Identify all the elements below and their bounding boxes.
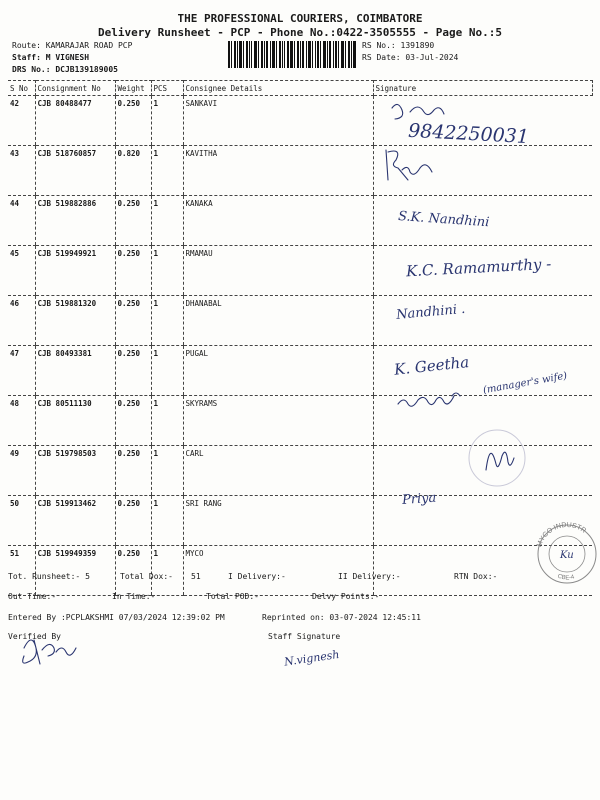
cell-signature <box>373 446 592 496</box>
cell-sno: 50 <box>8 496 35 546</box>
svg-text:S.K. Nandhini: S.K. Nandhini <box>397 208 490 231</box>
cell-sno: 42 <box>8 96 35 146</box>
svg-text:(manager's wife): (manager's wife) <box>482 370 569 397</box>
route-label: Route: KAMARAJAR ROAD PCP <box>12 41 133 50</box>
cell-pcs: 1 <box>151 296 183 346</box>
cell-sno: 45 <box>8 246 35 296</box>
svg-text:K.C. Ramamurthy -: K.C. Ramamurthy - <box>405 254 552 281</box>
cell-consignment: CJB 518760857 <box>35 146 115 196</box>
delvy-points: Delvy Points:- <box>312 592 380 601</box>
cell-consignee: CARL <box>183 446 373 496</box>
staff-label: Staff: M VIGNESH <box>12 53 90 62</box>
cell-sno: 48 <box>8 396 35 446</box>
cell-weight: 0.250 <box>115 396 151 446</box>
cell-pcs: 1 <box>151 246 183 296</box>
runsheet-table <box>8 80 593 596</box>
col-header-consignee: Consignee Details <box>183 81 373 96</box>
cell-consignee: SANKAVI <box>183 96 373 146</box>
staff-signature-label: Staff Signature <box>268 632 341 641</box>
cell-consignment: CJB 519798503 <box>35 446 115 496</box>
runsheet-subtitle: Delivery Runsheet - PCP - Phone No.:0422-3505555 - Page No.:5 <box>98 26 502 39</box>
cell-pcs: 1 <box>151 196 183 246</box>
cell-consignee: KAVITHA <box>183 146 373 196</box>
cell-sno: 47 <box>8 346 35 396</box>
cell-signature <box>373 246 592 296</box>
cell-consignment: CJB 80493381 <box>35 346 115 396</box>
table-row <box>8 546 592 596</box>
company-stamp <box>530 520 600 584</box>
cell-weight: 0.820 <box>115 146 151 196</box>
cell-consignee: MYCO <box>183 546 373 596</box>
entered-by: Entered By :PCPLAKSHMI 07/03/2024 12:39:02 PM <box>8 613 225 622</box>
ii-delivery: II Delivery:- <box>338 572 401 581</box>
cell-sno: 43 <box>8 146 35 196</box>
cell-consignee: RMAMAU <box>183 246 373 296</box>
cell-signature <box>373 196 592 246</box>
cell-pcs: 1 <box>151 96 183 146</box>
table-row <box>8 296 592 346</box>
svg-text:CBE-4: CBE-4 <box>556 573 576 582</box>
rs-date: RS Date: 03-Jul-2024 <box>362 53 459 62</box>
cell-sno: 49 <box>8 446 35 496</box>
table-row <box>8 346 592 396</box>
table-row <box>8 496 592 546</box>
cell-weight: 0.250 <box>115 446 151 496</box>
cell-pcs: 1 <box>151 496 183 546</box>
cell-signature <box>373 146 592 196</box>
cell-pcs: 1 <box>151 546 183 596</box>
cell-signature <box>373 396 592 446</box>
cell-consignment: CJB 519881320 <box>35 296 115 346</box>
cell-weight: 0.250 <box>115 346 151 396</box>
svg-text:Nandhini .: Nandhini . <box>395 301 466 323</box>
cell-pcs: 1 <box>151 446 183 496</box>
i-delivery: I Delivery:- <box>228 572 286 581</box>
svg-text:Ku: Ku <box>560 550 574 561</box>
cell-consignee: PUGAL <box>183 346 373 396</box>
svg-text:N.vignesh: N.vignesh <box>283 647 341 669</box>
cell-weight: 0.250 <box>115 96 151 146</box>
cell-signature <box>373 346 592 396</box>
cell-pcs: 1 <box>151 146 183 196</box>
cell-consignment: CJB 519882886 <box>35 196 115 246</box>
tot-runsheet: Tot. Runsheet:- 5 <box>8 572 90 581</box>
cell-consignment: CJB 80511130 <box>35 396 115 446</box>
cell-consignee: SKYRAMS <box>183 396 373 446</box>
col-header-sno: S No <box>8 81 35 96</box>
cell-consignee: DHANABAL <box>183 296 373 346</box>
signature-ink-staff <box>282 648 340 669</box>
col-header-weight: Weight <box>115 81 151 96</box>
table-row <box>8 146 592 196</box>
cell-sno: 46 <box>8 296 35 346</box>
cell-sno: 51 <box>8 546 35 596</box>
table-row <box>8 96 592 146</box>
cell-consignment: CJB 80488477 <box>35 96 115 146</box>
cell-pcs: 1 <box>151 346 183 396</box>
col-header-signature: Signature <box>373 81 592 96</box>
table-row <box>8 196 592 246</box>
rs-number: RS No.: 1391890 <box>362 41 435 50</box>
svg-text:K. Geetha: K. Geetha <box>393 353 470 379</box>
cell-weight: 0.250 <box>115 296 151 346</box>
cell-sno: 44 <box>8 196 35 246</box>
col-header-consignment: Consignment No <box>35 81 115 96</box>
rtn-dox: RTN Dox:- <box>454 572 498 581</box>
col-header-pcs: PCS <box>151 81 183 96</box>
total-dox-value: 51 <box>191 572 201 581</box>
cell-pcs: 1 <box>151 396 183 446</box>
drs-number: DRS No.: DCJB139189005 <box>12 65 118 74</box>
table-row <box>8 396 592 446</box>
company-title: THE PROFESSIONAL COURIERS, COIMBATORE <box>177 12 423 25</box>
cell-weight: 0.250 <box>115 546 151 596</box>
barcode-image <box>228 41 356 68</box>
table-header-row <box>8 81 592 96</box>
total-dox-label: Total Dox:- <box>120 572 173 581</box>
cell-signature <box>373 296 592 346</box>
signature-ink-verified <box>23 640 76 664</box>
table-row <box>8 246 592 296</box>
verified-by-label: Verified By <box>8 632 61 641</box>
cell-weight: 0.250 <box>115 496 151 546</box>
out-time: Out Time:- <box>8 592 57 601</box>
svg-text:Priya: Priya <box>401 490 437 508</box>
svg-text:9842250031: 9842250031 <box>407 119 530 149</box>
cell-consignee: KANAKA <box>183 196 373 246</box>
in-time: In Time:- <box>112 592 156 601</box>
total-pod: Total POD:- <box>206 592 259 601</box>
cell-consignee: SRI RANG <box>183 496 373 546</box>
cell-consignment: CJB 519949921 <box>35 246 115 296</box>
cell-weight: 0.250 <box>115 196 151 246</box>
svg-text:MYCO INDUSTR: MYCO INDUSTR <box>536 521 588 548</box>
cell-signature <box>373 96 592 149</box>
cell-consignment: CJB 519913462 <box>35 496 115 546</box>
table-row <box>8 446 592 496</box>
reprinted-on: Reprinted on: 03-07-2024 12:45:11 <box>262 613 421 622</box>
cell-weight: 0.250 <box>115 246 151 296</box>
cell-consignment: CJB 519949359 <box>35 546 115 596</box>
